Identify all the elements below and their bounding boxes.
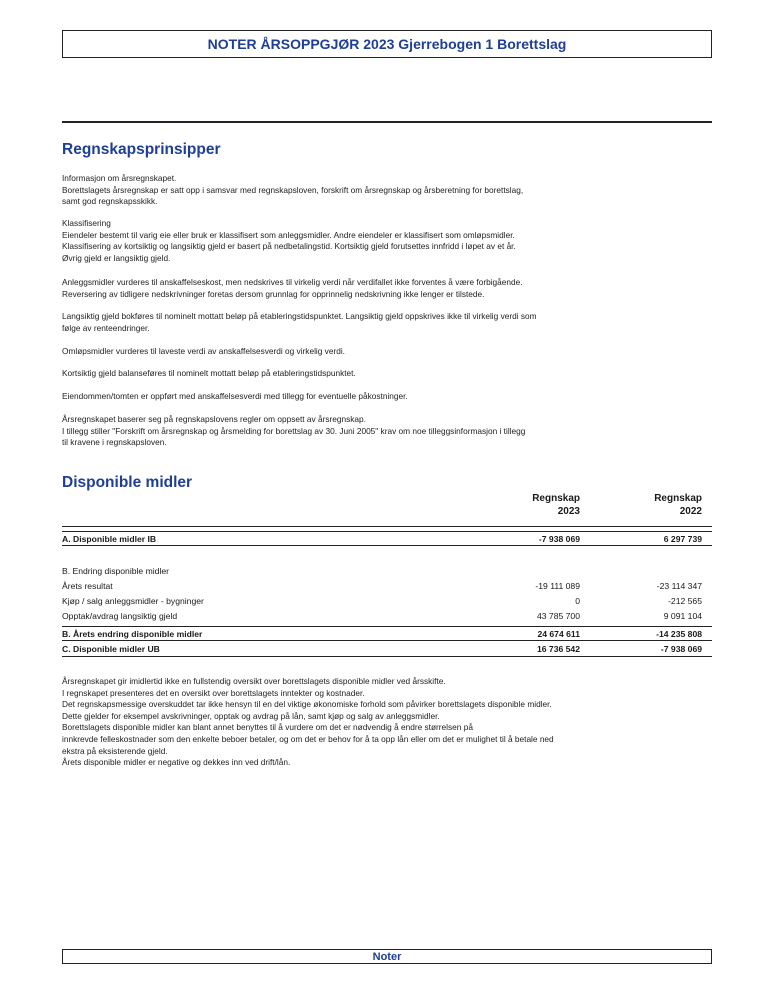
divider bbox=[62, 121, 712, 123]
principles-paragraph: Anleggsmidler vurderes til anskaffelseskost, men nedskrives til virkelig verdi når verdifallet ikke forventes å være forbigående. Reversering av tidligere nedskrivninger foretas dersom grunnlag for opprinnelig nedskrivning ikke lenger er tilstede. bbox=[62, 277, 523, 299]
table-row: Årets resultat -19 111 089 -23 114 347 bbox=[62, 581, 702, 591]
section-title-principles: Regnskapsprinsipper bbox=[62, 141, 221, 158]
principles-paragraph: Klassifisering Eiendeler bestemt til varig eie eller bruk er klassifisert som anleggsmidler. Andre eiendeler er klassifisert som omløpsmidler. Klassifisering av kortsiktig og langsiktig gjeld er basert på nedbetalingstid. Kortsiktig gjeld forutsettes innfridd i løpet av et år. Øvrig gjeld er langsiktig gjeld. bbox=[62, 218, 516, 263]
principles-paragraph: Langsiktig gjeld bokføres til nominelt mottatt beløp på etableringstidspunktet. Langsiktig gjeld oppskrives ikke til virkelig verdi som følge av renteendringer. bbox=[62, 311, 537, 333]
table-row: Opptak/avdrag langsiktig gjeld 43 785 700 9 091 104 bbox=[62, 611, 702, 621]
document-title: NOTER ÅRSOPPGJØR 2023 Gjerrebogen 1 Borettslag bbox=[207, 36, 567, 52]
principles-paragraph: Årsregnskapet baserer seg på regnskapslovens regler om oppsett av årsregnskap. I tillegg stiller "Forskrift om årsregnskap og årsmelding for borettslag av 30. Juni 2005" krav om noe tilleggsinformasjon i tillegg til kravene i regnskapsloven. bbox=[62, 414, 526, 448]
principles-paragraph: Kortsiktig gjeld balanseføres til nominelt mottatt beløp på etableringstidspunktet. bbox=[62, 368, 356, 378]
table-row: Kjøp / salg anleggsmidler - bygninger 0 -212 565 bbox=[62, 596, 702, 606]
table-row: B. Årets endring disponible midler 24 674 611 -14 235 808 bbox=[62, 626, 712, 641]
principles-paragraph: Eiendommen/tomten er oppført med anskaffelsesverdi med tillegg for eventuelle påkostninger. bbox=[62, 391, 408, 401]
section-title-disponible: Disponible midler bbox=[62, 474, 193, 491]
table-row: A. Disponible midler IB -7 938 069 6 297 739 bbox=[62, 531, 712, 546]
principles-paragraph: Omløpsmidler vurderes til laveste verdi av anskaffelsesverdi og virkelig verdi. bbox=[62, 346, 345, 356]
table-row: B. Endring disponible midler bbox=[62, 566, 170, 576]
principles-paragraph: Informasjon om årsregnskapet. Borettslagets årsregnskap er satt opp i samsvar med regnskapsloven, forskrift om årsregnskap og årsberetning for borettslag, samt god regnskapsskikk. bbox=[62, 173, 524, 207]
column-header-2022: Regnskap 2022 bbox=[654, 493, 702, 517]
footer-label: Noter bbox=[372, 950, 402, 963]
disponible-notes: Årsregnskapet gir imidlertid ikke en fullstendig oversikt over borettslagets disponible midler ved årsskifte. I regnskapet presenteres det en oversikt over borettslagets inntekter og kostnader. Det regnskapsmessige overskuddet tar ikke hensyn til en del viktige økonomiske forhold som påvirker borettslagets disponible midler. Dette gjelder for eksempel avskrivninger, opptak og avdrag på lån, samt kjøp og salg av anleggsmidler. Borettslagets disponible midler kan blant annet benyttes til å vurdere om det er nødvendig å endre størrelsen på innkrevde felleskostnader som den enkelte beboer betaler, og om det er behov for å ta opp lån eller om det er mulighet til å betale ned ekstra på eksisterende gjeld. Årets disponible midler er negative og dekkes inn ved drift/lån. bbox=[62, 676, 554, 768]
table-header-rule bbox=[62, 526, 712, 527]
column-header-2023: Regnskap 2023 bbox=[532, 493, 580, 517]
table-row: C. Disponible midler UB 16 736 542 -7 938 069 bbox=[62, 642, 712, 657]
page-header bbox=[62, 30, 712, 58]
page-footer bbox=[62, 949, 712, 964]
